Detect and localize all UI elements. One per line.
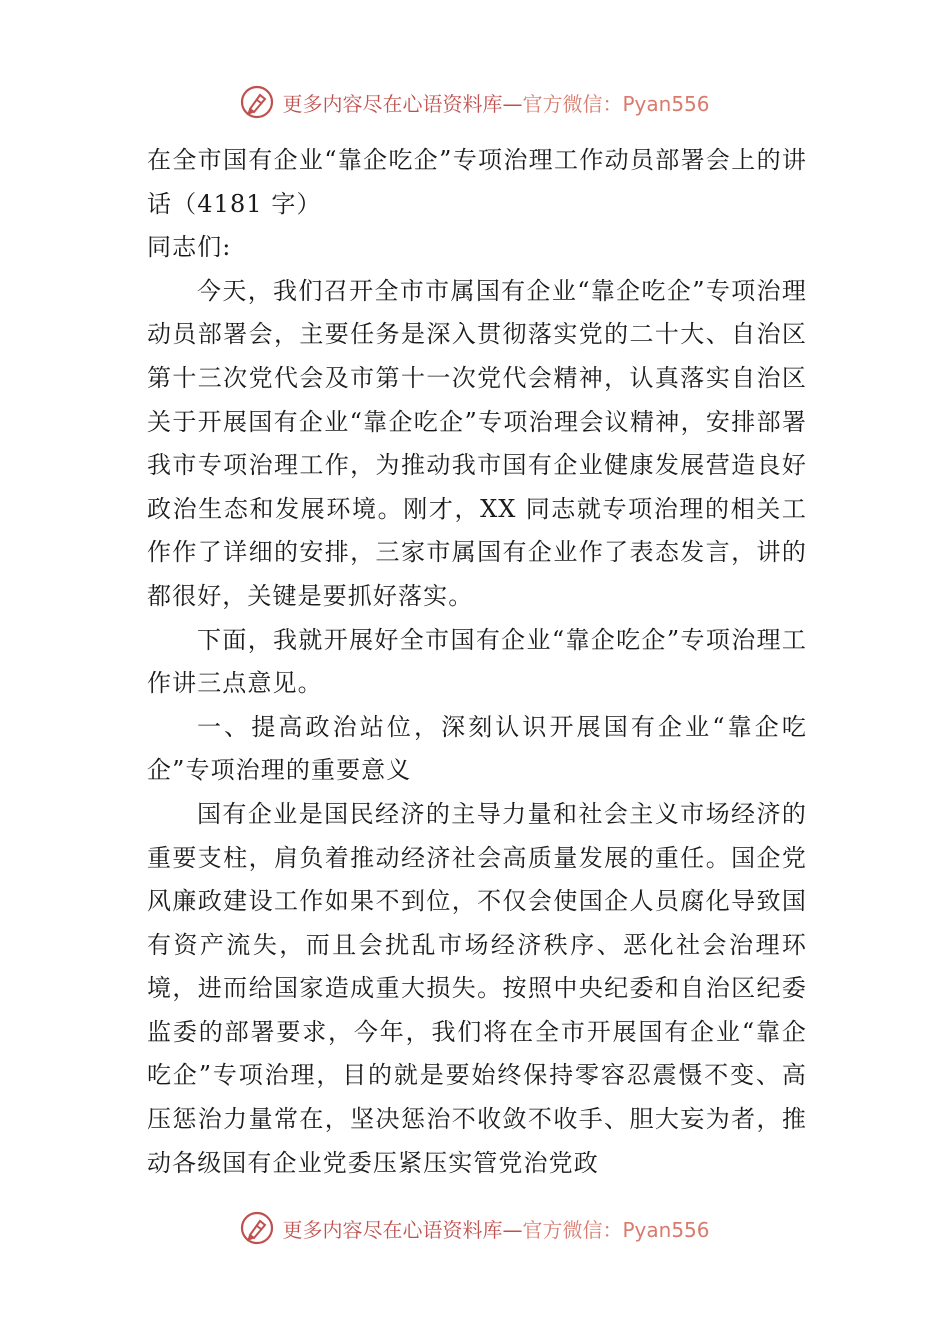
section-heading-1: 一、提高政治站位，深刻认识开展国有企业“靠企吃企”专项治理的重要意义: [147, 712, 807, 785]
banner-text: [282, 1214, 709, 1243]
document-title: 在全市国有企业“靠企吃企”专项治理工作动员部署会上的讲话（4181 字）: [147, 146, 807, 218]
banner-wechat-label: 官方微信：: [522, 1217, 623, 1242]
paragraph-3: 国有企业是国民经济的主导力量和社会主义市场经济的重要支柱，肩负着推动经济社会高质量发展的重任。国企党风廉政建设工作如果不到位，不仅会使国企人员腐化导致国有资产流失，而且会扰乱市场经济秩序、恶化社会治理环境，进而给国家造成重大损失。按照中央纪委和自治区纪委监委的部署要求，今年，我们将在全市开展国有企业“靠企吃企”专项治理，目的就是要始终保持零容忍震慑不变、高压惩治力量常在，坚决惩治不收敛不收手、胆大妄为者，推动各级国有企业党委压紧压实管党治党政: [147, 799, 807, 1177]
banner-text: [282, 88, 709, 117]
paragraph-2: 下面，我就开展好全市国有企业“靠企吃企”专项治理工作讲三点意见。: [147, 625, 807, 698]
banner-wechat-label: 官方微信：: [522, 91, 623, 116]
pen-nib-logo-icon: [240, 1211, 274, 1245]
salutation: 同志们:: [147, 233, 232, 262]
banner-brand: 更多内容尽在心语资料库: [282, 91, 503, 116]
banner-wechat-id: Pyan556: [622, 1217, 710, 1242]
banner-separator: —: [502, 1217, 523, 1242]
banner-separator: —: [502, 91, 523, 116]
pen-nib-logo-icon: [240, 85, 274, 119]
banner-brand: 更多内容尽在心语资料库: [282, 1217, 503, 1242]
banner-wechat-id: Pyan556: [622, 91, 710, 116]
paragraph-1: 今天，我们召开全市市属国有企业“靠企吃企”专项治理动员部署会，主要任务是深入贯彻落实党的二十大、自治区第十三次党代会及市第十一次党代会精神，认真落实自治区关于开展国有企业“靠企吃企”专项治理会议精神，安排部署我市专项治理工作，为推动我市国有企业健康发展营造良好政治生态和发展环境。刚才，XX 同志就专项治理的相关工作作了详细的安排，三家市属国有企业作了表态发言，讲的都很好，关键是要抓好落实。: [147, 276, 807, 610]
document-body: [147, 139, 807, 1185]
header-banner: [0, 82, 950, 122]
footer-banner: [0, 1208, 950, 1248]
